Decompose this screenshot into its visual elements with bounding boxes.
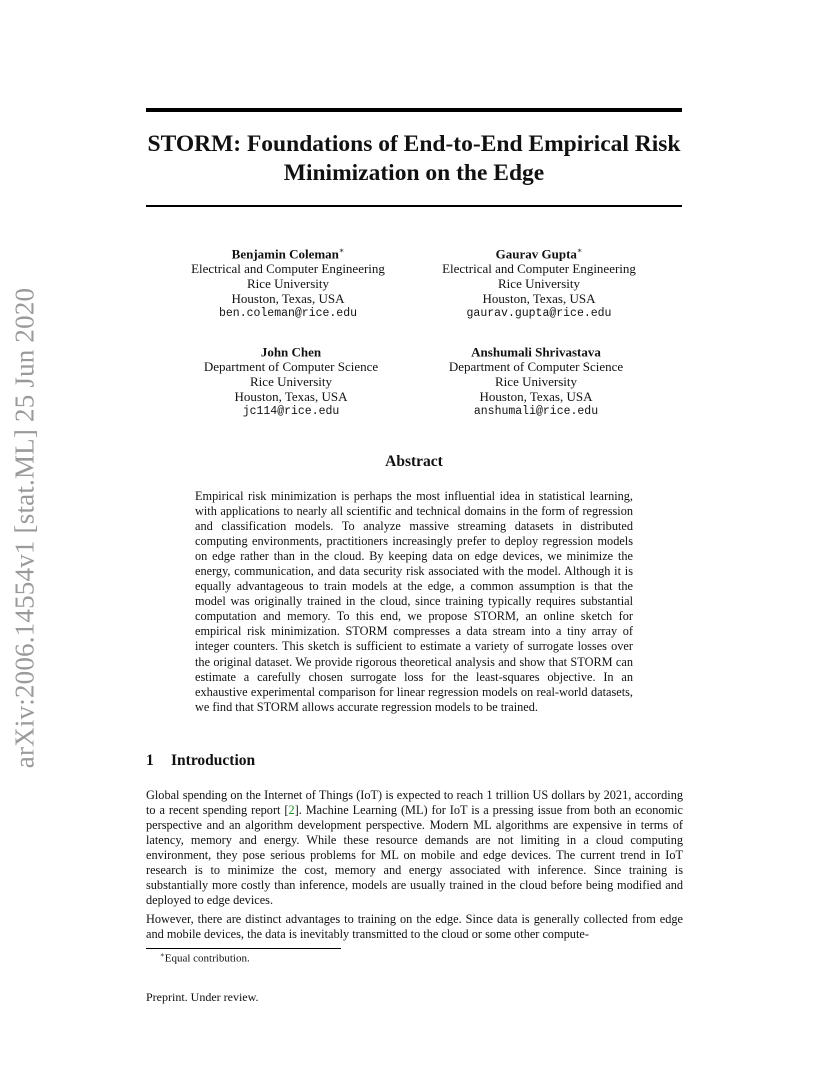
author-block-4 xyxy=(406,341,666,419)
equal-contribution-mark: ∗ xyxy=(338,246,345,255)
arxiv-identifier-text: arXiv:2006.14554v1 [stat.ML] 25 Jun 2020 xyxy=(9,287,40,768)
citation-link[interactable]: 2 xyxy=(288,803,295,818)
author-name: Anshumali Shrivastava xyxy=(471,344,601,360)
title-rule-top xyxy=(146,108,682,112)
author-university: Rice University xyxy=(247,276,329,292)
author-university: Rice University xyxy=(495,374,577,390)
abstract-heading: Abstract xyxy=(385,453,443,470)
author-email: ben.coleman@rice.edu xyxy=(218,307,358,321)
author-department: Department of Computer Science xyxy=(203,359,379,375)
author-university: Rice University xyxy=(498,276,580,292)
author-block-2 xyxy=(409,243,669,321)
author-email: anshumali@rice.edu xyxy=(473,405,599,419)
abstract-text: Empirical risk minimization is perhaps the most influential idea in statistical learning, with applications to nearly all scientific and technical domains in the form of regression and classification models. To analyze massive streaming datasets in distributed computing environments, practitioners increasingly prefer to deploy regression models on edge rather than in the cloud. By keeping data on edge devices, we minimize the energy, communication, and data security risk associated with the model. Although it is equally advantageous to train models at the edge, a common assumption is that the model was originally trained in the cloud, since training typically requires substantial computation and memory. To this end, we propose STORM, an online sketch for empirical risk minimization. STORM compresses a data stream into a tiny array of integer counters. This sketch is sufficient to estimate a variety of surrogate losses over the original dataset. We provide rigorous theoretical analysis and show that STORM can estimate a carefully chosen surrogate loss for the least-squares objective. In an exhaustive experimental comparison for linear regression models on real-world datasets, we find that STORM allows accurate regression models to be trained. xyxy=(195,489,633,714)
title-line-2: Minimization on the Edge xyxy=(283,160,545,186)
footnote xyxy=(160,951,250,965)
intro-paragraph-2: However, there are distinct advantages to training on the edge. Since data is generally collected from edge and mobile devices, the data is inevitably transmitted to the cloud or some other compute- xyxy=(146,912,683,942)
author-department: Department of Computer Science xyxy=(448,359,624,375)
author-location: Houston, Texas, USA xyxy=(479,389,593,405)
title-rule-bottom xyxy=(146,205,682,207)
footnote-rule xyxy=(146,948,341,949)
intro-p1-text-a: Global spending on the Internet of Things (IoT) is expected to reach 1 trillion US dollars by 2021, according to a recent spending report [ xyxy=(146,788,683,818)
author-university: Rice University xyxy=(250,374,332,390)
author-name: John Chen xyxy=(260,344,322,360)
author-location: Houston, Texas, USA xyxy=(231,291,345,307)
author-department: Electrical and Computer Engineering xyxy=(442,261,636,277)
author-email: gaurav.gupta@rice.edu xyxy=(466,307,612,321)
equal-contribution-mark: ∗ xyxy=(576,246,583,255)
arxiv-identifier xyxy=(2,285,48,770)
footnote-text: Equal contribution. xyxy=(164,952,250,965)
preprint-note: Preprint. Under review. xyxy=(146,990,259,1004)
author-block-3 xyxy=(161,341,421,419)
author-email: jc114@rice.edu xyxy=(242,405,340,419)
intro-p1-text-b: ]. Machine Learning (ML) for IoT is a pressing issue from both an economic perspective and an algorithm development perspective. Modern ML algorithms are expensive in terms of latency, memory and energy. While these resource demands are not limiting in a cloud computing environment, they pose serious problems for ML on mobile and edge devices. The current trend in IoT research is to minimize the cost, memory and energy associated with inference. Since training is substantially more costly than inference, models are usually trained in the cloud before being modified and deployed to edge devices. xyxy=(146,803,683,908)
intro-paragraph-1 xyxy=(146,788,683,908)
section-title: Introduction xyxy=(171,752,256,769)
section-number: 1 xyxy=(146,752,154,769)
title-line-1: STORM: Foundations of End-to-End Empirical Risk xyxy=(147,131,681,157)
author-block-1 xyxy=(158,243,418,321)
author-location: Houston, Texas, USA xyxy=(234,389,348,405)
author-name: Gaurav Gupta xyxy=(495,246,577,262)
author-location: Houston, Texas, USA xyxy=(482,291,596,307)
paper-title xyxy=(146,130,682,188)
footnote-mark: ∗ xyxy=(160,951,165,959)
author-department: Electrical and Computer Engineering xyxy=(191,261,385,277)
section-heading-introduction xyxy=(146,752,255,770)
author-name: Benjamin Coleman xyxy=(231,246,339,262)
